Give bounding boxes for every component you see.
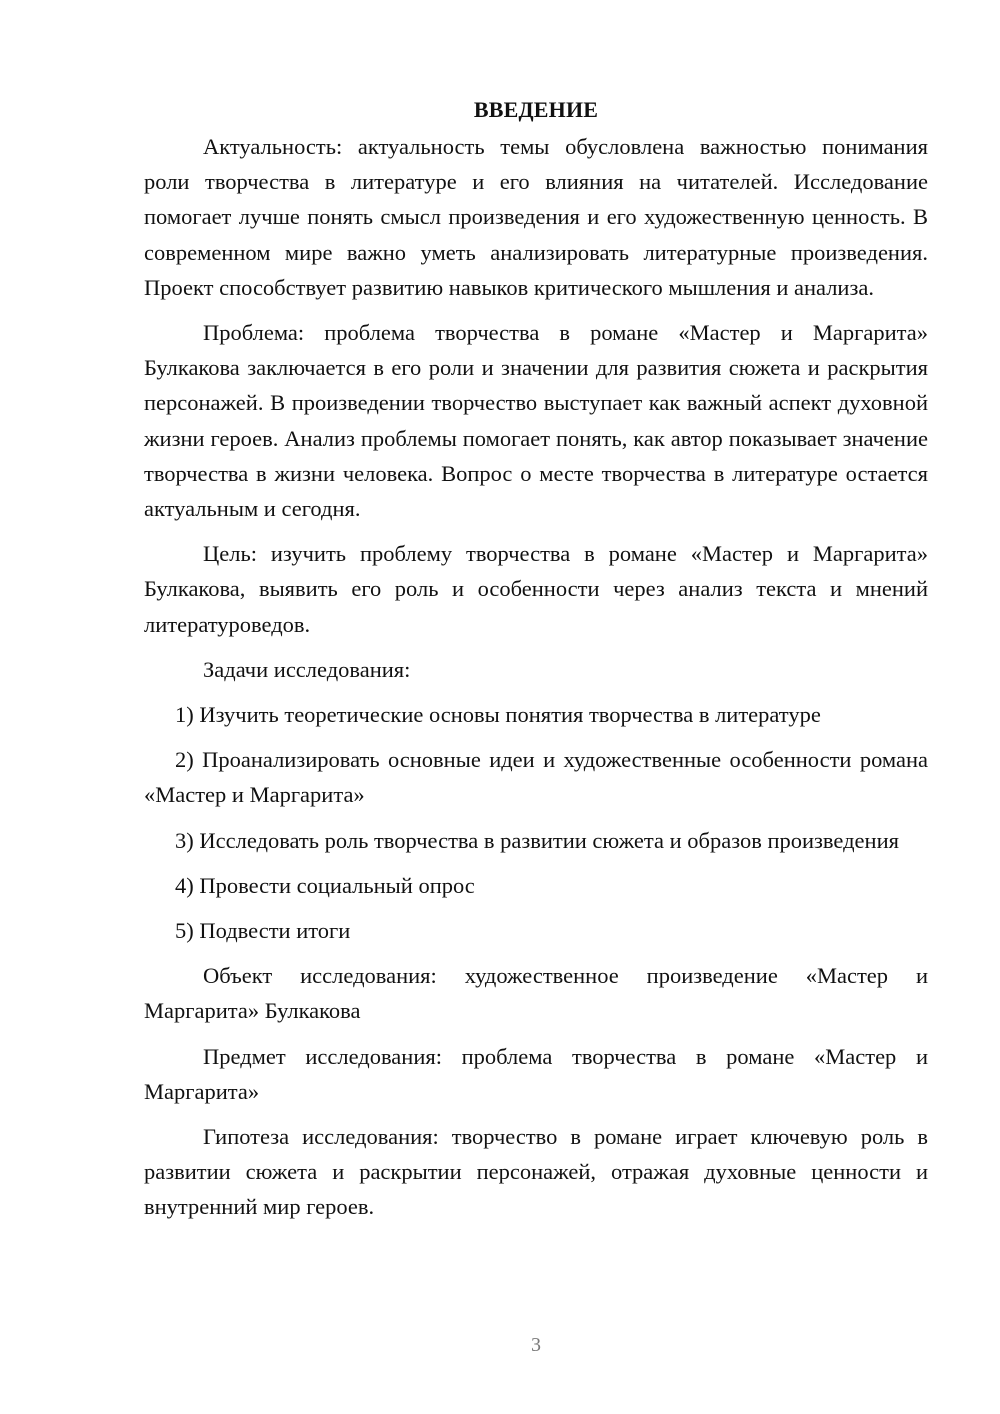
tasks-heading: Задачи исследования: xyxy=(203,656,411,682)
task-item-4: 4) Провести социальный опрос xyxy=(175,872,475,898)
problem-paragraph: Проблема: проблема творчества в романе «Мастер и Маргарита» Булкакова заключается в его роли и значении для развития сюжета и раскрытия персонажей. В произведении творчество выступает как важный аспект духовной жизни героев. Анализ проблемы помогает понять, как автор показывает значение творчества в жизни человека. Вопрос о месте творчества в литературе остается актуальным и сегодня. xyxy=(144,320,928,522)
task-item-1: 1) Изучить теоретические основы понятия творчества в литературе xyxy=(175,702,821,728)
page-number: 3 xyxy=(531,1334,541,1356)
task-item-5: 5) Подвести итоги xyxy=(175,918,351,944)
hypothesis-paragraph: Гипотеза исследования: творчество в романе играет ключевую роль в развитии сюжета и раскрытии персонажей, отражая духовные ценности и внутренний мир героев. xyxy=(144,1124,928,1220)
page-content xyxy=(144,92,928,1235)
task-item-3: 3) Исследовать роль творчества в развитии сюжета и образов произведения xyxy=(175,827,899,853)
subject-paragraph: Предмет исследования: проблема творчества в романе «Мастер и Маргарита» xyxy=(144,1043,928,1104)
relevance-paragraph: Актуальность: актуальность темы обусловлена важностью понимания роли творчества в литературе и его влияния на читателей. Исследование помогает лучше понять смысл произведения и его художественную ценность. В современном мире важно уметь анализировать литературные произведения. Проект способствует развитию навыков критического мышления и анализа. xyxy=(144,134,928,300)
object-paragraph: Объект исследования: художественное произведение «Мастер и Маргарита» Булкакова xyxy=(144,963,928,1024)
section-heading: ВВЕДЕНИЕ xyxy=(473,97,599,122)
goal-paragraph: Цель: изучить проблему творчества в романе «Мастер и Маргарита» Булкакова, выявить его роль и особенности через анализ текста и мнений литературоведов. xyxy=(144,541,928,637)
task-item-2: 2) Проанализировать основные идеи и художественные особенности романа «Мастер и Маргарита» xyxy=(144,747,928,808)
